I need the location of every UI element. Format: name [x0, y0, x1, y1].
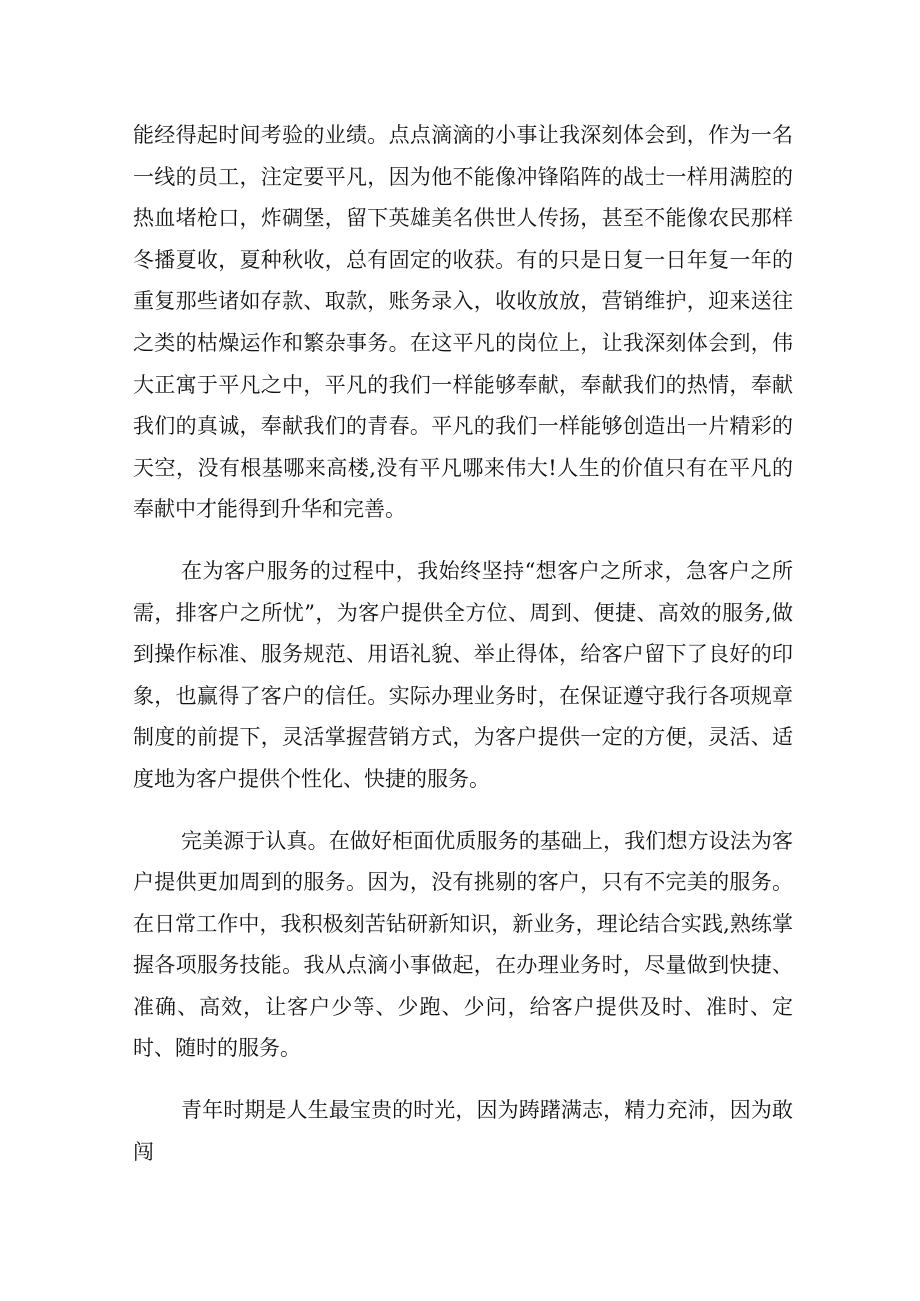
paragraph-4: 青年时期是人生最宝贵的时光，因为踌躇满志，精力充沛，因为敢闯	[133, 1098, 793, 1164]
paragraph-3: 完美源于认真。在做好柜面优质服务的基础上，我们想方设法为客户提供更加周到的服务。因为，没有挑剔的客户，只有不完美的服务。在日常工作中，我积极刻苦钻研新知识，新业务，理论结合实践,熟练掌握各项服务技能。我从点滴小事做起，在办理业务时，尽量做到快捷、准确、高效，让客户少等、少跑、少问，给客户提供及时、准时、定时、随时的服务。	[133, 828, 793, 1061]
paragraph-2: 在为客户服务的过程中，我始终坚持“想客户之所求，急客户之所需，排客户之所忧”，为客户提供全方位、周到、便捷、高效的服务,做到操作标准、服务规范、用语礼貌、举止得体，给客户留下了良好的印象，也赢得了客户的信任。实际办理业务时，在保证遵守我行各项规章制度的前提下，灵活掌握营销方式，为客户提供一定的方便，灵活、适度地为客户提供个性化、快捷的服务。	[133, 558, 793, 791]
document-body	[133, 115, 793, 1193]
paragraph-1: 能经得起时间考验的业绩。点点滴滴的小事让我深刻体会到，作为一名一线的员工，注定要平凡，因为他不能像冲锋陷阵的战士一样用满腔的热血堵枪口，炸碉堡，留下英雄美名供世人传扬，甚至不能像农民那样冬播夏收，夏种秋收，总有固定的收获。有的只是日复一日年复一年的重复那些诸如存款、取款，账务录入，收收放放，营销维护，迎来送往之类的枯燥运作和繁杂事务。在这平凡的岗位上，让我深刻体会到，伟大正寓于平凡之中，平凡的我们一样能够奉献，奉献我们的热情，奉献我们的真诚，奉献我们的青春。平凡的我们一样能够创造出一片精彩的天空，没有根基哪来高楼,没有平凡哪来伟大!人生的价值只有在平凡的奉献中才能得到升华和完善。	[133, 123, 793, 522]
